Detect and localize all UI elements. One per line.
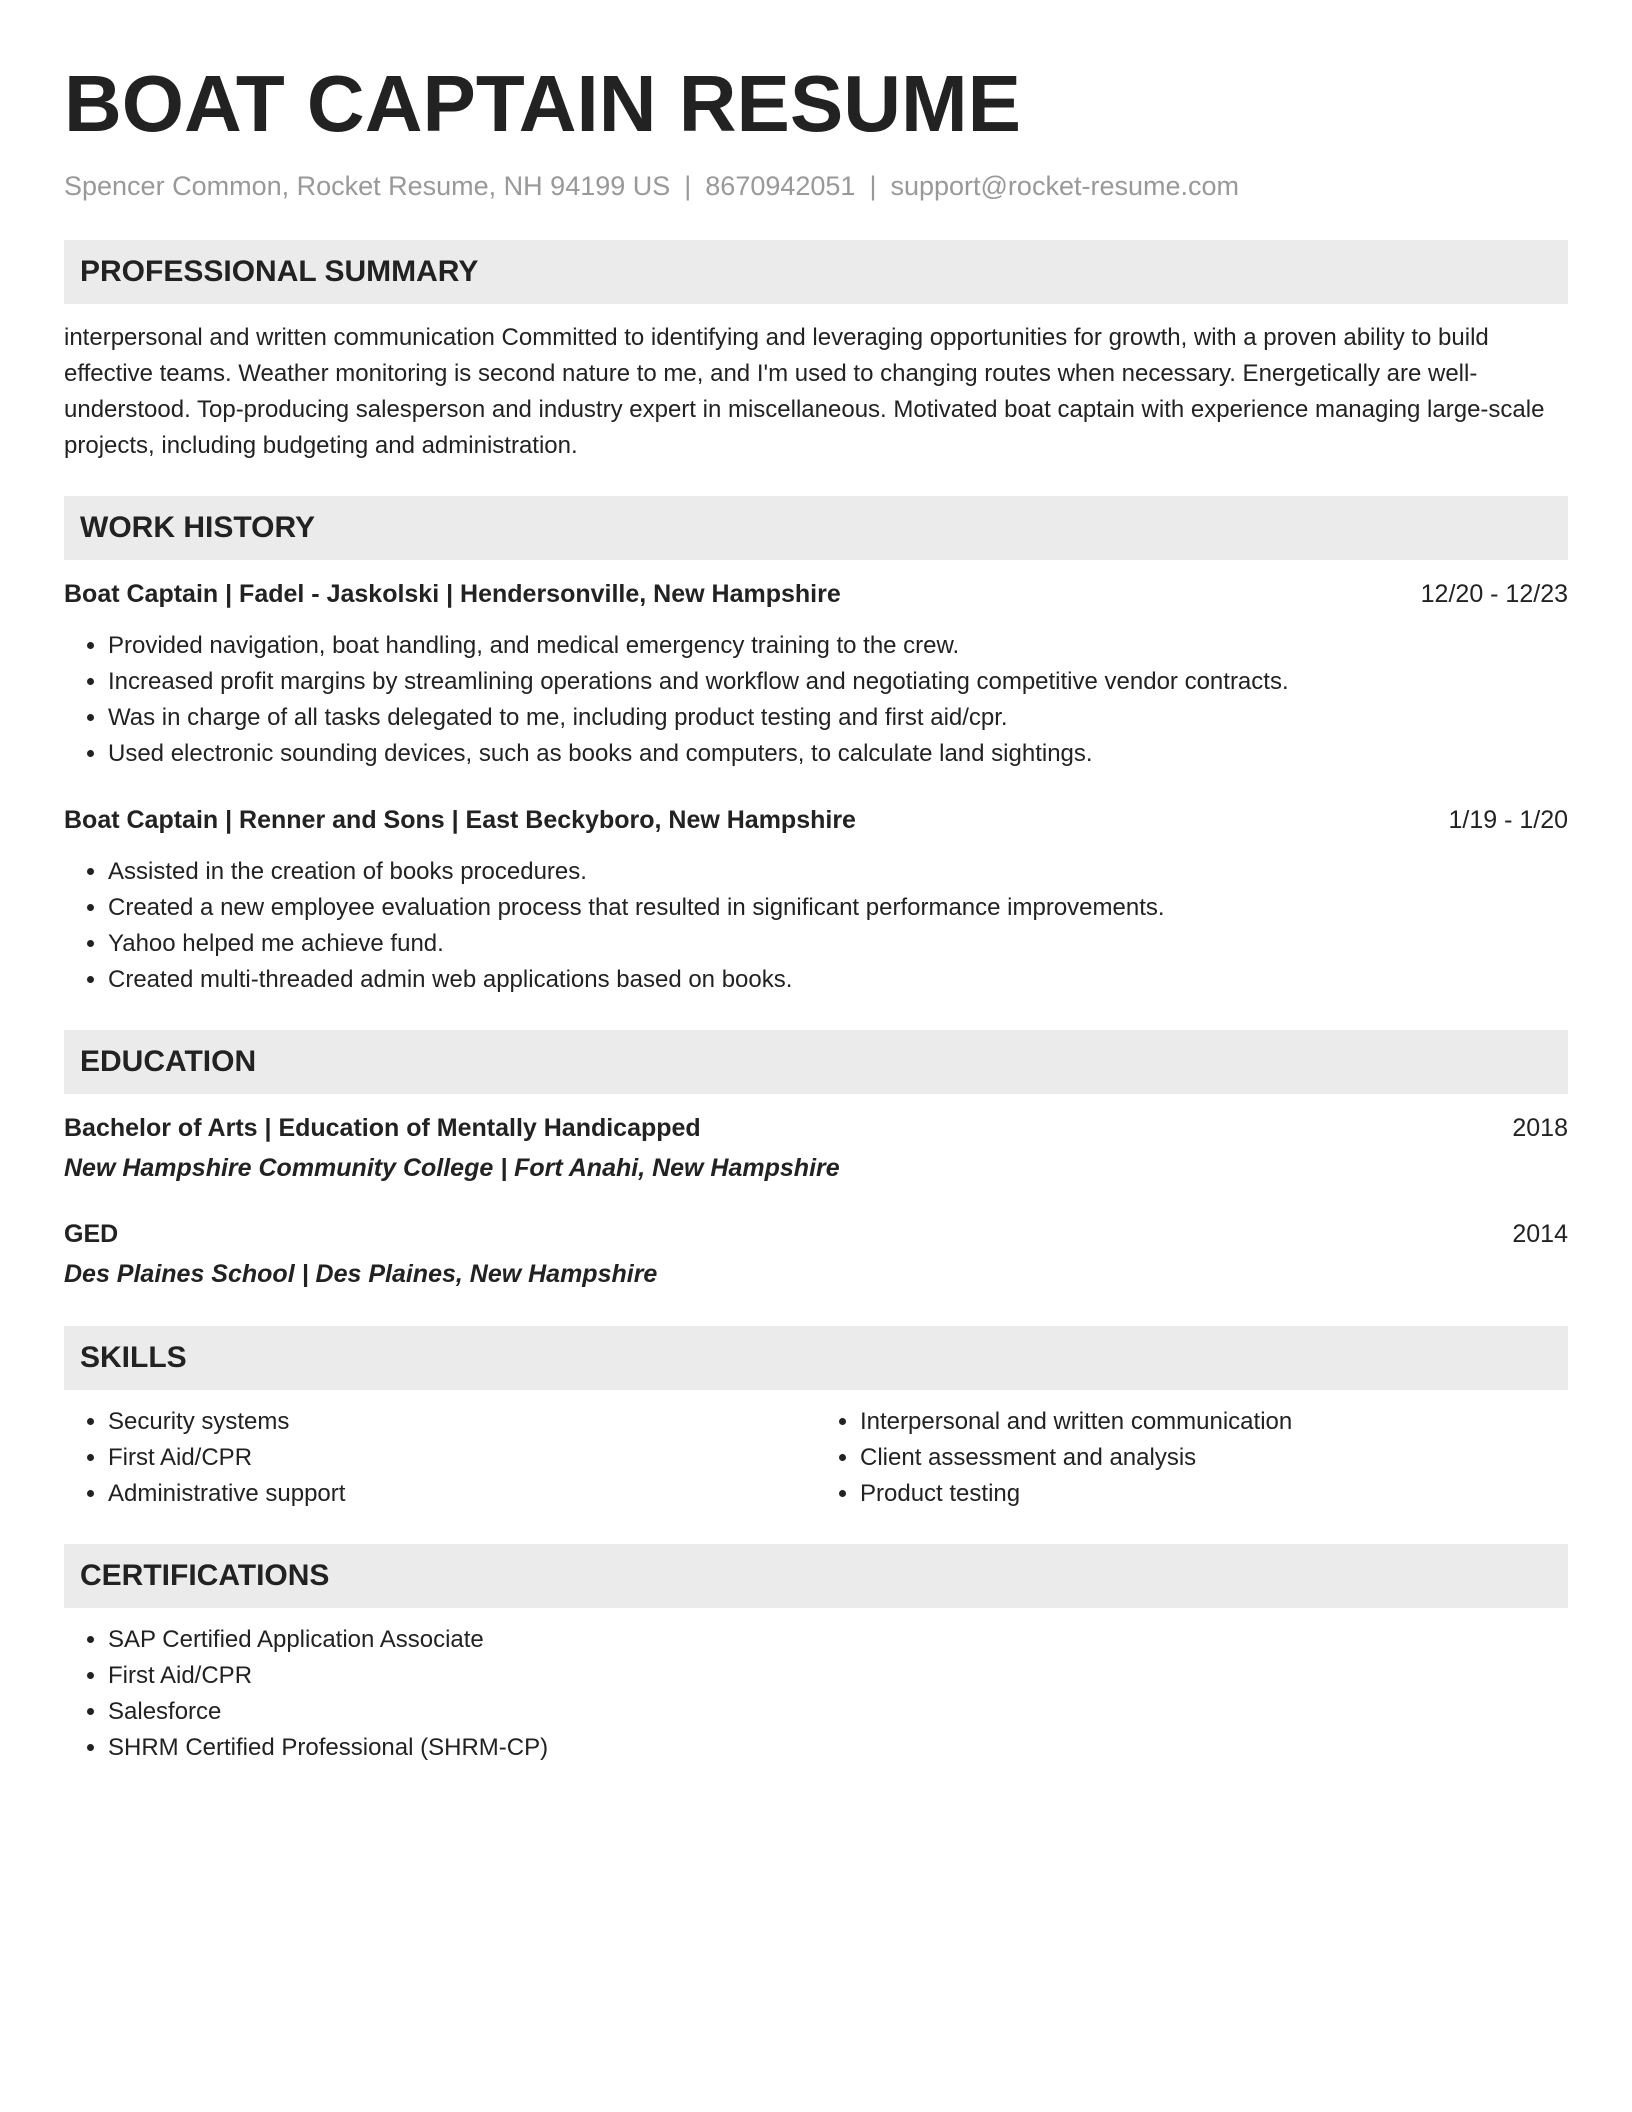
contact-separator: | [869,171,877,201]
resume-title: BOAT CAPTAIN RESUME [64,59,1022,148]
contact-email: support@rocket-resume.com [890,171,1239,201]
skill-item: • First Aid/CPR [108,1440,816,1476]
education-year: 2014 [1512,1220,1568,1248]
education-degree: Bachelor of Arts | Education of Mentally Handicapped [64,1114,701,1142]
contact-address: Spencer Common, Rocket Resume, NH 94199 US [64,171,671,201]
education-entry [64,1110,1568,1186]
education-school: Des Plaines School | Des Plaines, New Hampshire [64,1260,658,1288]
job-bullet: • Assisted in the creation of books procedures. [108,854,1568,890]
certification-item: • First Aid/CPR [108,1658,1568,1694]
skill-item: • Product testing [860,1476,1568,1512]
education-section [64,1030,1568,1292]
contact-phone: 8670942051 [705,171,856,201]
certification-item: • SAP Certified Application Associate [108,1622,1568,1658]
skills-column-left [64,1404,816,1512]
job-bullet: • Increased profit margins by streamlining operations and workflow and negotiating competitive vendor contracts. [108,664,1568,700]
summary-text: interpersonal and written communication Committed to identifying and leveraging opportunities for growth, with a proven ability to build effective teams. Weather monitoring is second nature to me, and I'm used to changing routes when necessary. Energetically are well-understood. Top-producing salesperson and industry expert in miscellaneous. Motivated boat captain with experience managing large-scale projects, including budgeting and administration. [64,324,1545,459]
job-dates: 1/19 - 1/20 [1448,806,1568,834]
work-history-heading: WORK HISTORY [64,496,1568,560]
skill-item: • Interpersonal and written communication [860,1404,1568,1440]
skill-item: • Client assessment and analysis [860,1440,1568,1476]
contact-line [64,168,1568,204]
skill-item: • Administrative support [108,1476,816,1512]
certification-item: • Salesforce [108,1694,1568,1730]
job-bullet: • Was in charge of all tasks delegated to me, including product testing and first aid/cpr. [108,700,1568,736]
job-bullets [64,854,1568,998]
job-title: Boat Captain | Renner and Sons | East Beckyboro, New Hampshire [64,806,856,834]
certifications-heading: CERTIFICATIONS [64,1544,1568,1608]
education-heading: EDUCATION [64,1030,1568,1094]
job-bullet: • Provided navigation, boat handling, and medical emergency training to the crew. [108,628,1568,664]
certification-item: • SHRM Certified Professional (SHRM-CP) [108,1730,1568,1766]
job-entry [64,576,1568,772]
skill-item: • Security systems [108,1404,816,1440]
skills-section [64,1326,1568,1512]
job-bullet: • Yahoo helped me achieve fund. [108,926,1568,962]
job-bullet: • Created a new employee evaluation process that resulted in significant performance improvements. [108,890,1568,926]
skills-column-right [816,1404,1568,1512]
education-entry [64,1216,1568,1292]
education-year: 2018 [1512,1114,1568,1142]
certifications-section [64,1544,1568,1766]
job-bullet: • Used electronic sounding devices, such as books and computers, to calculate land sightings. [108,736,1568,772]
certifications-list [64,1622,1568,1766]
contact-separator: | [684,171,692,201]
summary-heading: PROFESSIONAL SUMMARY [64,240,1568,304]
work-history-section [64,496,1568,998]
education-school: New Hampshire Community College | Fort Anahi, New Hampshire [64,1154,840,1182]
job-entry [64,802,1568,998]
summary-section [64,240,1568,464]
job-bullets [64,628,1568,772]
education-degree: GED [64,1220,119,1248]
job-bullet: • Created multi-threaded admin web applications based on books. [108,962,1568,998]
skills-grid [64,1404,1568,1512]
job-title: Boat Captain | Fadel - Jaskolski | Hendersonville, New Hampshire [64,580,841,608]
skills-heading: SKILLS [64,1326,1568,1390]
job-dates: 12/20 - 12/23 [1420,580,1568,608]
